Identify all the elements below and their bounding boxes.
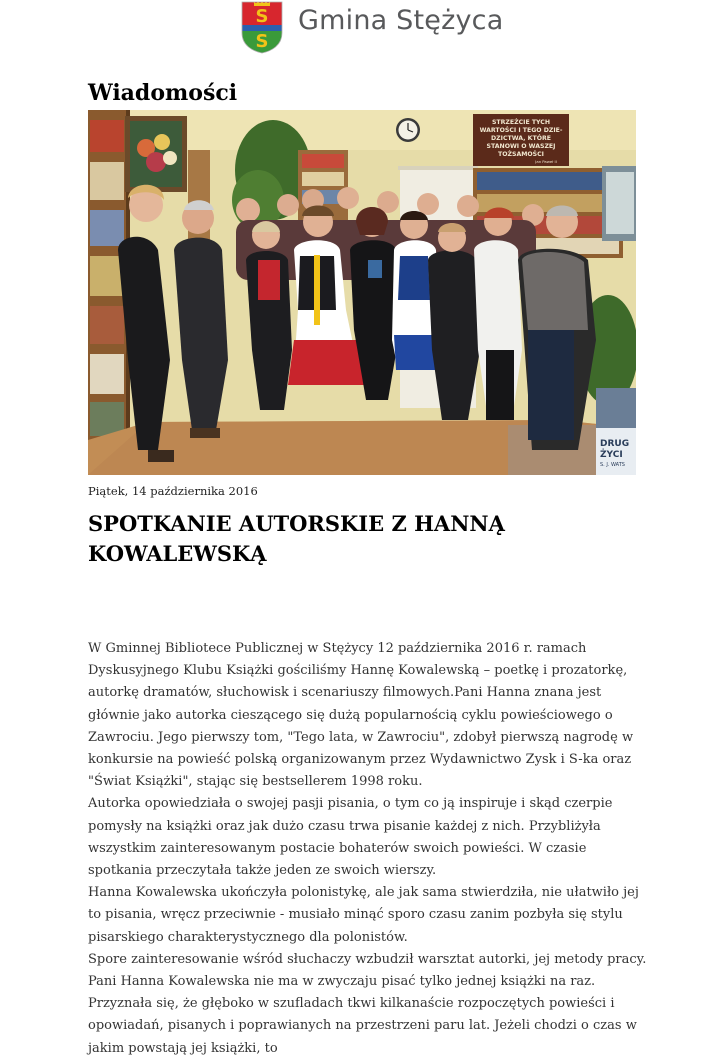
- article-paragraph: Spore zainteresowanie wśród słuchaczy wzbudził warsztat autorki, jej metody pracy. Pani Hanna Kowalewska nie ma w zwyczaju pisać tylko jednej książki na raz. Przyznała się, że głęboko w szufladach tkwi kilkanaście rozpoczętych powieści i opowiadań, pisanych i poprawianych na przestrzeni paru lat. Jeżeli chodzi o czas w jakim powstają jej książki, to: [88, 951, 647, 1056]
- article-paragraph: W Gminnej Bibliotece Publicznej w Stężycy 12 października 2016 r. ramach Dyskusyjnego Klubu Książki gościliśmy Hannę Kowalewską – poetkę i prozatorkę, autorkę dramatów, słuchowisk i scenariuszy filmowych.Pani Hanna znana jest głównie jako autorka cieszącego się dużą popularnością cyklu powieściowego o Zawrociu. Jego pierwszy tom, "Tego lata, w Zawrociu", zdobył pierwszą nagrodę w konkursie na powieść polską organizowanym przez Wydawnictwo Zysk i S-ka oraz "Świat Książki", stając się bestsellerem 1998 roku.: [88, 641, 634, 790]
- book-cover-text: S. J. WATS: [600, 462, 625, 468]
- poster-line: WARTOŚCI I TEGO DZIE-: [479, 127, 563, 134]
- article-date: Piątek, 14 października 2016: [88, 484, 258, 498]
- poster-line: TOŻSAMOŚCI: [498, 151, 544, 158]
- book-cover-text: ŻYCI: [600, 450, 623, 460]
- site-name[interactable]: Gmina Stężyca: [298, 5, 504, 36]
- section-title: Wiadomości: [88, 80, 238, 106]
- article-paragraph: Autorka opowiedziała o swojej pasji pisania, o tym co ją inspiruje i skąd czerpie pomysły na książki oraz jak dużo czasu trwa pisanie każdej z nich. Przybliżyła wszystkim zainteresowanym postacie bohaterów swoich powieści. W czasie spotkania przeczytała także jeden ze swoich wierszy.: [88, 796, 613, 879]
- article-paragraph: Hanna Kowalewska ukończyła polonistykę, ale jak sama stwierdziła, nie ułatwiło jej to pisania, wręcz przeciwnie - musiało minąć sporo czasu zanim pozbyła się stylu pisarskiego charakterystycznego dla polonistów.: [88, 885, 639, 945]
- coat-of-arms-icon[interactable]: [241, 1, 283, 54]
- shield-letter-bottom: S: [255, 31, 269, 52]
- article-body: [88, 638, 648, 1060]
- shield-letter-top: S: [255, 6, 269, 27]
- poster-line: DZICTWA, KTÓRE: [491, 135, 551, 142]
- site-header: [0, 0, 725, 60]
- article-title: SPOTKANIE AUTORSKIE Z HANNĄ KOWALEWSKĄ: [88, 511, 505, 566]
- book-cover-text: DRUG: [600, 439, 630, 449]
- poster-line: STRZEŻCIE TYCH: [491, 119, 551, 126]
- poster-line: STANOWI O WASZEJ: [486, 143, 556, 150]
- article-photo: [88, 110, 636, 475]
- poster-line: Jan Paweł II: [535, 159, 557, 164]
